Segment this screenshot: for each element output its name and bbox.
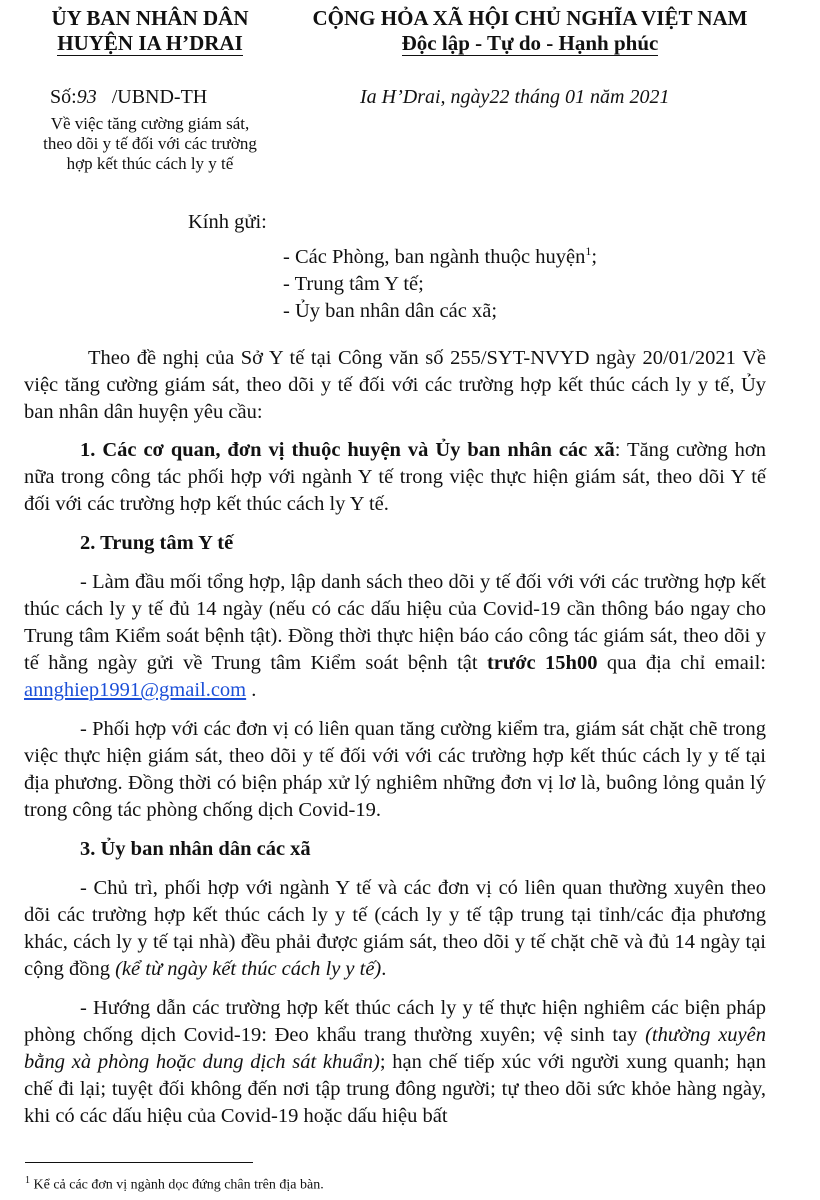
section-3-heading: 3. Ủy ban nhân dân các xã [80, 838, 311, 860]
section-2-p1-mid: qua địa chỉ email: [597, 652, 766, 674]
recipient-item-end: ; [591, 245, 598, 268]
section-3-p1-end: . [381, 958, 387, 980]
section-2-paragraph-2: - Phối hợp với các đơn vị có liên quan tăng cường kiểm tra, giám sát chặt chẽ trong việc thực hiện giám sát, theo dõi y tế đối với với các trường hợp kết thúc cách ly y tế tại địa phương. Đồng thời có biện pháp xử lý nghiêm những đơn vị lơ là, buông lỏng quản lý trong công tác phòng chống dịch Covid-19. [24, 718, 766, 821]
issuing-authority [30, 6, 270, 56]
nation-line-1: CỘNG HỎA XÃ HỘI CHỦ NGHĨA VIỆT NAM [312, 6, 748, 30]
section-1-paragraph [24, 437, 766, 518]
document-number [50, 85, 280, 109]
deadline-bold: trước 15h00 [486, 652, 598, 674]
footnote-mark: 1 [25, 1175, 30, 1186]
document-body [24, 345, 766, 1130]
footnote [25, 1172, 725, 1195]
date-place [360, 85, 760, 109]
footnote-divider [25, 1162, 253, 1163]
national-motto [280, 6, 780, 56]
document-subject [30, 114, 270, 174]
section-1-heading: 1. Các cơ quan, đơn vị thuộc huyện và Ủy ban nhân các xã [80, 439, 615, 461]
doc-number-suffix: /UBND-TH [111, 86, 208, 108]
section-2-p1-end: . [246, 679, 257, 701]
section-3-p2-text-b: ; hạn chế tiếp xúc với người xung quanh; hạn chế đi lại; tuyệt đối không đến nơi tập trung đông người; tự theo dõi sức khỏe hàng ngày, khi có các dấu hiệu của Covid-19 hoặc dấu hiệu bất [24, 1051, 766, 1127]
section-3-paragraph-2 [24, 995, 766, 1130]
org-line-1: ỦY BAN NHÂN DÂN [51, 6, 249, 30]
recipient-item: - Ủy ban nhân dân các xã; [283, 299, 498, 322]
recipient-item: - Trung tâm Y tế; [283, 272, 424, 295]
section-3-p1-italic: (kể từ ngày kết thúc cách ly y tế) [115, 958, 382, 980]
intro-paragraph: Theo đề nghị của Sở Y tế tại Công văn số 255/SYT-NVYD ngày 20/01/2021 Về việc tăng cường giám sát, theo dõi y tế đối với các trường hợp kết thúc cách ly y tế, Ủy ban nhân dân huyện yêu cầu: [24, 347, 766, 423]
doc-number-value: 93 [76, 86, 97, 108]
recipient-item-text: - Các Phòng, ban ngành thuộc huyện [283, 245, 586, 268]
org-line-2: HUYỆN IA H’DRAI [57, 31, 243, 55]
section-2-paragraph-1 [24, 569, 766, 704]
subject-line-1: Về việc tăng cường giám sát, [50, 114, 250, 133]
section-3-p2-italic: (thường xuyên bằng xà phòng hoặc dung dịch sát khuẩn) [24, 1024, 766, 1073]
subject-line-3: hợp kết thúc cách ly y tế [66, 154, 234, 173]
date-place-text: Ia H’Drai, ngày [360, 86, 490, 108]
nation-line-2: Độc lập - Tự do - Hạnh phúc [401, 31, 659, 55]
recipients-label: Kính gửi: [188, 211, 267, 233]
doc-number-prefix: Số: [50, 86, 77, 108]
footnote-marker: 1 [585, 244, 592, 258]
date-day: 22 [489, 86, 510, 108]
date-month-year: tháng 01 năm 2021 [514, 86, 670, 108]
recipient-item [283, 238, 597, 271]
section-2-p1-text: - Làm đầu mối tổng hợp, lập danh sách theo dõi y tế đối với với các trường hợp kết thúc cách ly y tế đủ 14 ngày (nếu có các dấu hiệu của Covid-19 cần thông báo ngay cho Trung tâm Kiểm soát bệnh tật). Đồng thời thực hiện báo cáo công tác giám sát, theo dõi y tế hằng ngày gửi về Trung tâm Kiểm soát bệnh tật [24, 571, 766, 674]
section-2-heading: 2. Trung tâm Y tế [80, 532, 234, 554]
section-3-p1-text: - Chủ trì, phối hợp với ngành Y tế và các đơn vị có liên quan thường xuyên theo dõi các trường hợp kết thúc cách ly y tế (cách ly y tế tập trung tại tỉnh/các địa phương khác, cách ly y tế tại nhà) đều phải được giám sát, theo dõi y tế chặt chẽ và đủ 14 ngày tại cộng đồng [24, 877, 766, 980]
subject-line-2: theo dõi y tế đối với các trường [43, 134, 257, 153]
section-3-paragraph-1 [24, 875, 766, 983]
recipients-list [283, 238, 597, 325]
footnote-text: Kể cả các đơn vị ngành dọc đứng chân trên địa bàn. [33, 1177, 324, 1193]
email-link[interactable]: annghiep1991@gmail.com [24, 679, 247, 701]
section-3-p2-text-a: - Hướng dẫn các trường hợp kết thúc cách ly y tế thực hiện nghiêm các biện pháp phòng chống dịch Covid-19: Đeo khẩu trang thường xuyên; vệ sinh tay [24, 997, 766, 1046]
section-1-text: : Tăng cường hơn nữa trong công tác phối hợp với ngành Y tế trong việc thực hiện giám sát, theo dõi Y tế đối với các trường hợp kết thúc cách ly Y tế. [24, 439, 766, 515]
